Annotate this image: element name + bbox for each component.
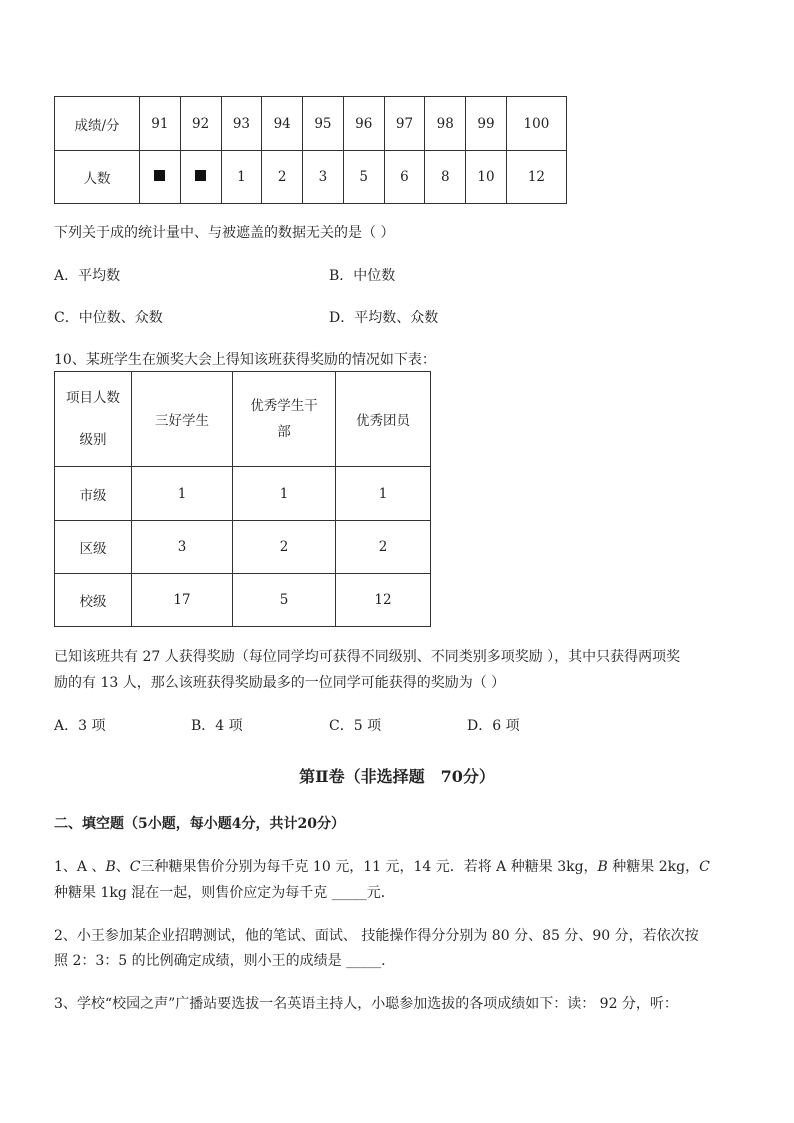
q10-option-c: C．5 项 [329,718,382,734]
row-label: 校级 [55,574,132,627]
score-cell: 92 [180,97,221,151]
row-label: 市级 [55,467,132,521]
q9-option-b: B．中位数 [329,268,396,284]
row-label: 区级 [55,521,132,574]
count-cell: 3 [303,151,344,204]
score-cell: 100 [506,97,566,151]
corner-header [55,372,132,467]
col-header-3: 优秀团员 [336,372,431,467]
table-cell: 1 [132,467,233,521]
table-cell: 17 [132,574,233,627]
award-table [54,371,431,627]
score-cell: 98 [425,97,466,151]
score-cell: 91 [140,97,181,151]
score-cell: 94 [262,97,303,151]
count-cell: 1 [221,151,262,204]
black-square-icon [154,170,165,181]
score-cell: 99 [466,97,507,151]
count-cell: 2 [262,151,303,204]
score-cell: 96 [343,97,384,151]
fill1-text2: 种糖果 2kg， [607,859,700,875]
black-square-icon [195,170,206,181]
part2-title: 第Ⅱ卷（非选择题 70分） [299,767,495,786]
fill1-line2: 种糖果 1kg 混在一起，则售价应定为每千克 _____元． [54,885,395,901]
fill3-line1: 3、学校“校园之声”广播站要选拔一名英语主持人，小聪参加选拔的各项成绩如下：读： 92 分，听： [54,996,678,1012]
count-cell: 10 [466,151,507,204]
q9-stem: 下列关于成的统计量中、与被遮盖的数据无关的是（ ） [54,225,395,241]
fill1-b2: B [597,859,608,875]
col-header-2-line1: 优秀学生干 [250,398,318,414]
table-cell: 2 [336,521,431,574]
table-cell: 5 [233,574,336,627]
score-header: 成绩/分 [55,97,140,151]
count-header: 人数 [55,151,140,204]
table-cell: 2 [233,521,336,574]
q9-option-d: D．平均数、众数 [329,310,439,326]
count-cell: 8 [425,151,466,204]
count-cell-covered [180,151,221,204]
score-cell: 95 [303,97,344,151]
fill1-c: C [129,859,141,875]
count-cell: 6 [384,151,425,204]
section2-title: 二、填空题（5小题，每小题4分，共计20分） [54,816,345,832]
fill2-line1: 2、小王参加某企业招聘测试，他的笔试、面试、 技能操作得分分别为 80 分、85 分、90 分，若依次按 [54,928,699,944]
q9-option-c: C．中位数、众数 [54,310,163,326]
col-header-2 [233,372,336,467]
score-table [54,96,567,204]
table-cell: 12 [336,574,431,627]
table-cell: 3 [132,521,233,574]
q10-stem: 10、某班学生在颁奖大会上得知该班获得奖励的情况如下表： [54,352,436,368]
q10-text-line1: 已知该班共有 27 人获得奖励（每位同学均可获得不同级别、不同类别多项奖励 ），其中只获得两项奖 [54,649,681,665]
score-cell: 93 [221,97,262,151]
fill1-line1 [54,856,710,876]
count-cell: 12 [506,151,566,204]
fill2-line2: 照 2：3：5 的比例确定成绩，则小王的成绩是 _____. [54,953,386,969]
col-header-2-line2: 部 [277,424,291,440]
q10-text-line2: 励的有 13 人，那么该班获得奖励最多的一位同学可能获得的奖励为（ ） [54,675,506,691]
q10-option-a: A．3 项 [54,718,106,734]
fill1-prefix: 1、A 、 [54,859,106,875]
fill1-sep: 、 [115,859,130,875]
fill1-text1: 三种糖果售价分别为每千克 10 元，11 元，14 元．若将 A 种糖果 3kg， [140,859,598,875]
table-cell: 1 [336,467,431,521]
corner-bottom: 级别 [79,432,107,448]
fill1-b: B [105,859,116,875]
count-cell-covered [140,151,181,204]
q10-option-d: D．6 项 [467,718,520,734]
col-header-1: 三好学生 [132,372,233,467]
corner-top: 项目人数 [66,390,120,406]
fill1-c2: C [699,859,710,875]
table-cell: 1 [233,467,336,521]
q9-option-a: A．平均数 [54,268,121,284]
count-cell: 5 [343,151,384,204]
q10-option-b: B．4 项 [191,718,243,734]
score-cell: 97 [384,97,425,151]
